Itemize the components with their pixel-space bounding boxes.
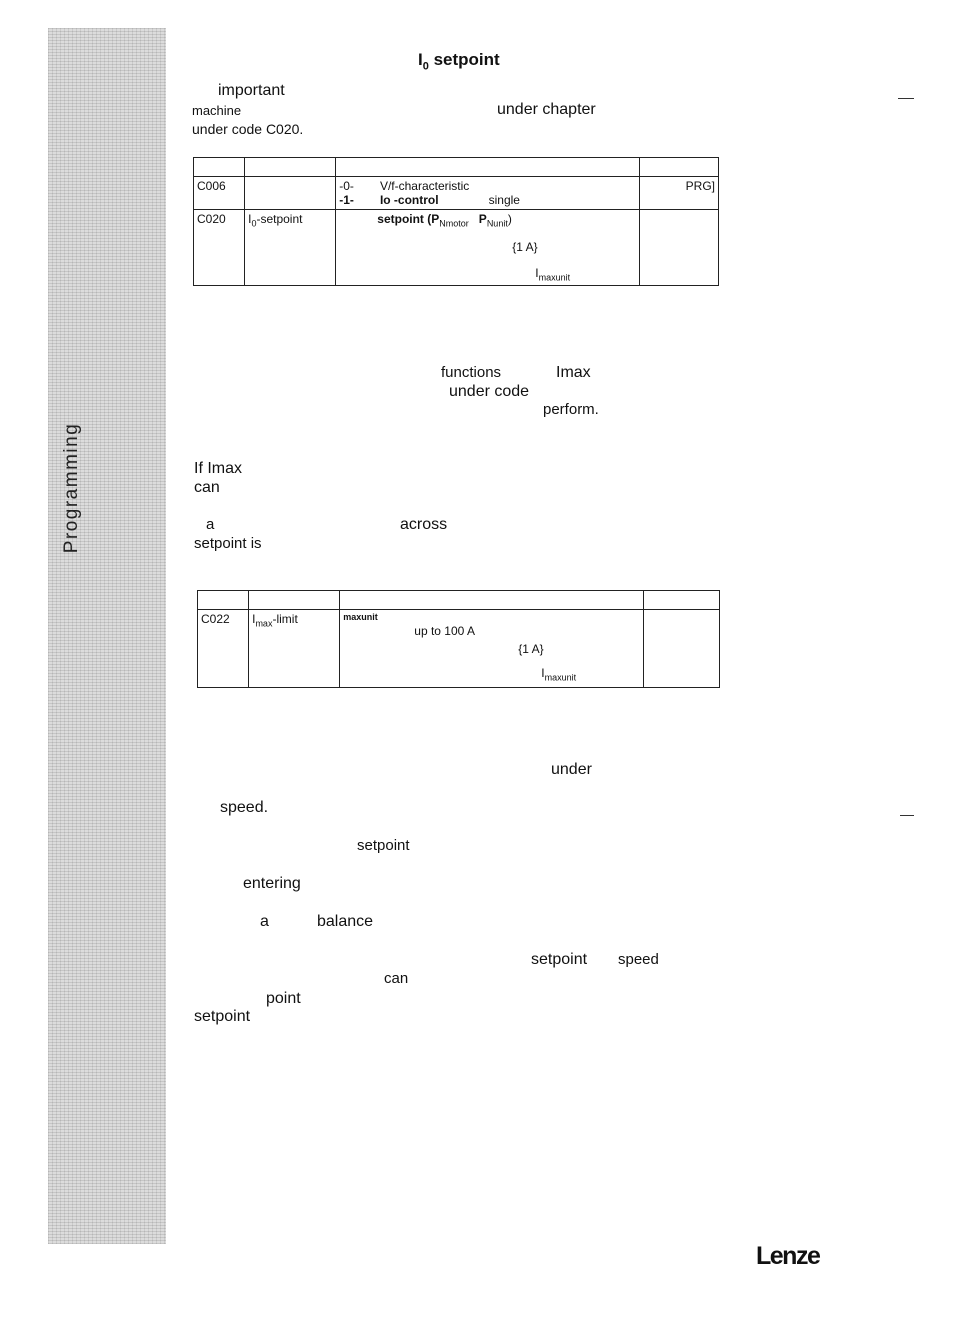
param-cell: PRG]: [639, 177, 718, 210]
text-perform: perform.: [543, 401, 599, 418]
name-cell: [245, 177, 336, 210]
param-cell: [643, 610, 719, 688]
text-a: a: [206, 516, 215, 533]
intro-word-important: important: [218, 82, 285, 99]
margin-tick: [898, 98, 914, 99]
range-cell: maxunit up to 100 A {1 A} $I_{maxunit}$: [340, 610, 644, 688]
text-under: under: [551, 761, 592, 778]
text-if-imax: If Imax: [194, 460, 243, 477]
code-cell: C006: [194, 177, 245, 210]
intro-under-code: under code C020.: [192, 121, 304, 137]
text-point: point: [266, 990, 301, 1007]
text-setpoint: setpoint: [357, 837, 410, 854]
text-under-code: under code: [449, 383, 530, 400]
text-speed: speed.: [220, 799, 269, 816]
text-across: across: [400, 516, 448, 533]
header-cell: [194, 158, 245, 177]
text-functions: functions: [441, 364, 502, 381]
table-row: [198, 610, 720, 688]
text-can: can: [384, 970, 409, 987]
lenze-logo: Lenze: [756, 1242, 820, 1270]
sidebar-halftone: Programming: [48, 28, 166, 1244]
intro-word-machine: machine: [192, 103, 242, 118]
range-cell: setpoint ($P_{Nmotor}$ $P_{Nunit}$) {1 A} $I_{maxunit}$: [336, 210, 640, 286]
table-row: [194, 177, 719, 210]
header-cell: [639, 158, 718, 177]
header-cell: [643, 591, 719, 610]
text-speed: speed: [618, 951, 659, 968]
header-cell: [245, 158, 336, 177]
text-imax: Imax: [556, 364, 591, 381]
code-table-c022: [197, 590, 720, 688]
code-cell: C022: [198, 610, 249, 688]
page-title: $I_0$ setpoint: [418, 50, 500, 73]
text-setpoint: setpoint: [194, 1008, 251, 1025]
code-table-c006-c020: [193, 157, 719, 286]
text-balance: balance: [317, 913, 374, 930]
margin-tick: [900, 815, 914, 816]
options-cell: -0- V/f-characteristic -1- Io -control single: [336, 177, 640, 210]
text-setpoint-is: setpoint is: [194, 535, 262, 552]
header-cell: [340, 591, 644, 610]
table-row: [194, 210, 719, 286]
name-cell: $I_{max}$-limit: [249, 610, 340, 688]
text-a: a: [260, 913, 269, 930]
header-cell: [336, 158, 640, 177]
text-setpoint: setpoint: [531, 951, 588, 968]
text-can: can: [194, 479, 220, 496]
code-cell: C020: [194, 210, 245, 286]
param-cell: [639, 210, 718, 286]
header-cell: [249, 591, 340, 610]
header-cell: [198, 591, 249, 610]
intro-word-under-chapter: under chapter: [497, 101, 596, 118]
name-cell: $I_0$-setpoint: [245, 210, 336, 286]
text-entering: entering: [243, 875, 301, 892]
